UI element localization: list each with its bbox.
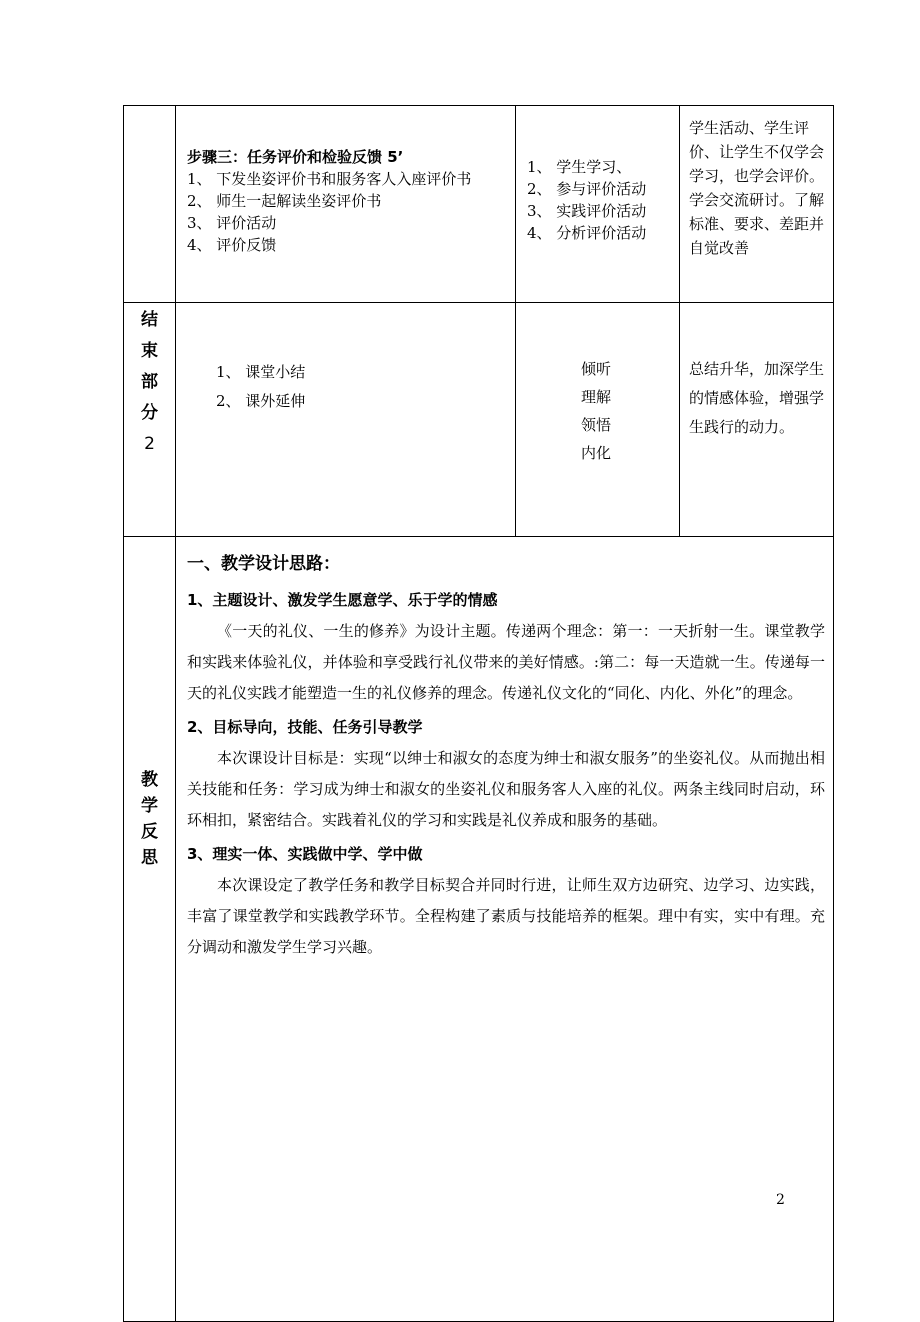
paragraph: 《一天的礼仪、一生的修养》为设计主题。传递两个理念：第一：一天折射一生。课堂教学和实践来体验礼仪，并体验和享受践行礼仪带来的美好情感。:第二：每一天造就一生。传递每一天的礼仪实践才能塑造一生的礼仪修养的理念。传递礼仪文化的“同化、内化、外化”的理念。 xyxy=(187,622,825,702)
student-activity-cell xyxy=(516,106,680,303)
table-row xyxy=(124,303,834,537)
stage-label-char: 教 xyxy=(141,770,158,790)
list-item: 2、 参与评价活动 xyxy=(527,180,647,198)
list-item: 内化 xyxy=(581,444,612,462)
list-item: 4、 评价反馈 xyxy=(187,236,277,254)
list-item: 3、 评价活动 xyxy=(187,214,277,232)
step-title: 步骤三：任务评价和检验反馈 5’ xyxy=(187,148,404,166)
list-item: 4、 分析评价活动 xyxy=(527,224,647,242)
subsection-title: 3、理实一体、实践做中学、学中做 xyxy=(187,845,423,863)
list-item: 3、 实践评价活动 xyxy=(527,202,647,220)
list-item: 1、 课堂小结 xyxy=(216,363,306,381)
list-item: 领悟 xyxy=(581,416,612,434)
reflection-cell xyxy=(176,537,834,1322)
list-item: 2、 课外延伸 xyxy=(216,392,306,410)
teacher-activity-list xyxy=(176,303,515,416)
paragraph: 本次课设定了教学任务和教学目标契合并同时行进，让师生双方边研究、边学习、边实践，丰富了课堂教学和实践教学环节。全程构建了素质与技能培养的框架。理中有实，实中有理。充分调动和激发学生学习兴趣。 xyxy=(187,876,825,956)
table-row xyxy=(124,106,834,303)
student-activity-cell xyxy=(516,303,680,537)
stage-label-char: 2 xyxy=(144,434,155,454)
stage-label-char: 部 xyxy=(141,372,158,392)
teacher-activity-cell xyxy=(176,303,516,537)
stage-label-char: 分 xyxy=(141,403,158,423)
design-intent-text: 学生活动、学生评价、让学生不仅学会学习，也学会评价。学会交流研讨。了解标准、要求、差距并自觉改善 xyxy=(689,119,825,257)
subsection-title: 1、主题设计、激发学生愿意学、乐于学的情感 xyxy=(187,591,498,609)
teacher-activity-cell xyxy=(176,106,516,303)
page-number: 2 xyxy=(776,1192,785,1208)
list-item: 1、 下发坐姿评价书和服务客人入座评价书 xyxy=(187,170,472,188)
stage-label-char: 学 xyxy=(141,796,158,816)
stage-label-cell xyxy=(124,106,176,303)
list-item: 理解 xyxy=(581,388,612,406)
subsection-title: 2、目标导向，技能、任务引导教学 xyxy=(187,718,423,736)
design-intent-cell xyxy=(680,303,834,537)
design-intent-text: 总结升华，加深学生的情感体验，增强学生践行的动力。 xyxy=(689,360,825,436)
student-activity-list xyxy=(516,303,679,467)
stage-label-char: 结 xyxy=(141,310,158,330)
design-intent-cell xyxy=(680,106,834,303)
section-heading: 一、教学设计思路： xyxy=(187,554,340,574)
stage-label-cell xyxy=(124,303,176,537)
student-activity-list xyxy=(527,156,679,244)
list-item: 2、 师生一起解读坐姿评价书 xyxy=(187,192,382,210)
stage-label-char: 思 xyxy=(141,848,158,868)
stage-label-char: 束 xyxy=(141,341,158,361)
paragraph: 本次课设计目标是：实现“以绅士和淑女的态度为绅士和淑女服务”的坐姿礼仪。从而抛出相关技能和任务：学习成为绅士和淑女的坐姿礼仪和服务客人入座的礼仪。两条主线同时启动，环环相扣，紧密结合。实践着礼仪的学习和实践是礼仪养成和服务的基础。 xyxy=(187,749,825,829)
lesson-plan-table xyxy=(123,105,834,1322)
list-item: 倾听 xyxy=(581,360,612,378)
list-item: 1、 学生学习、 xyxy=(527,158,632,176)
teacher-activity-list xyxy=(187,168,515,256)
table-row xyxy=(124,537,834,1322)
stage-label-char: 反 xyxy=(141,822,158,842)
stage-label-cell xyxy=(124,537,176,1322)
